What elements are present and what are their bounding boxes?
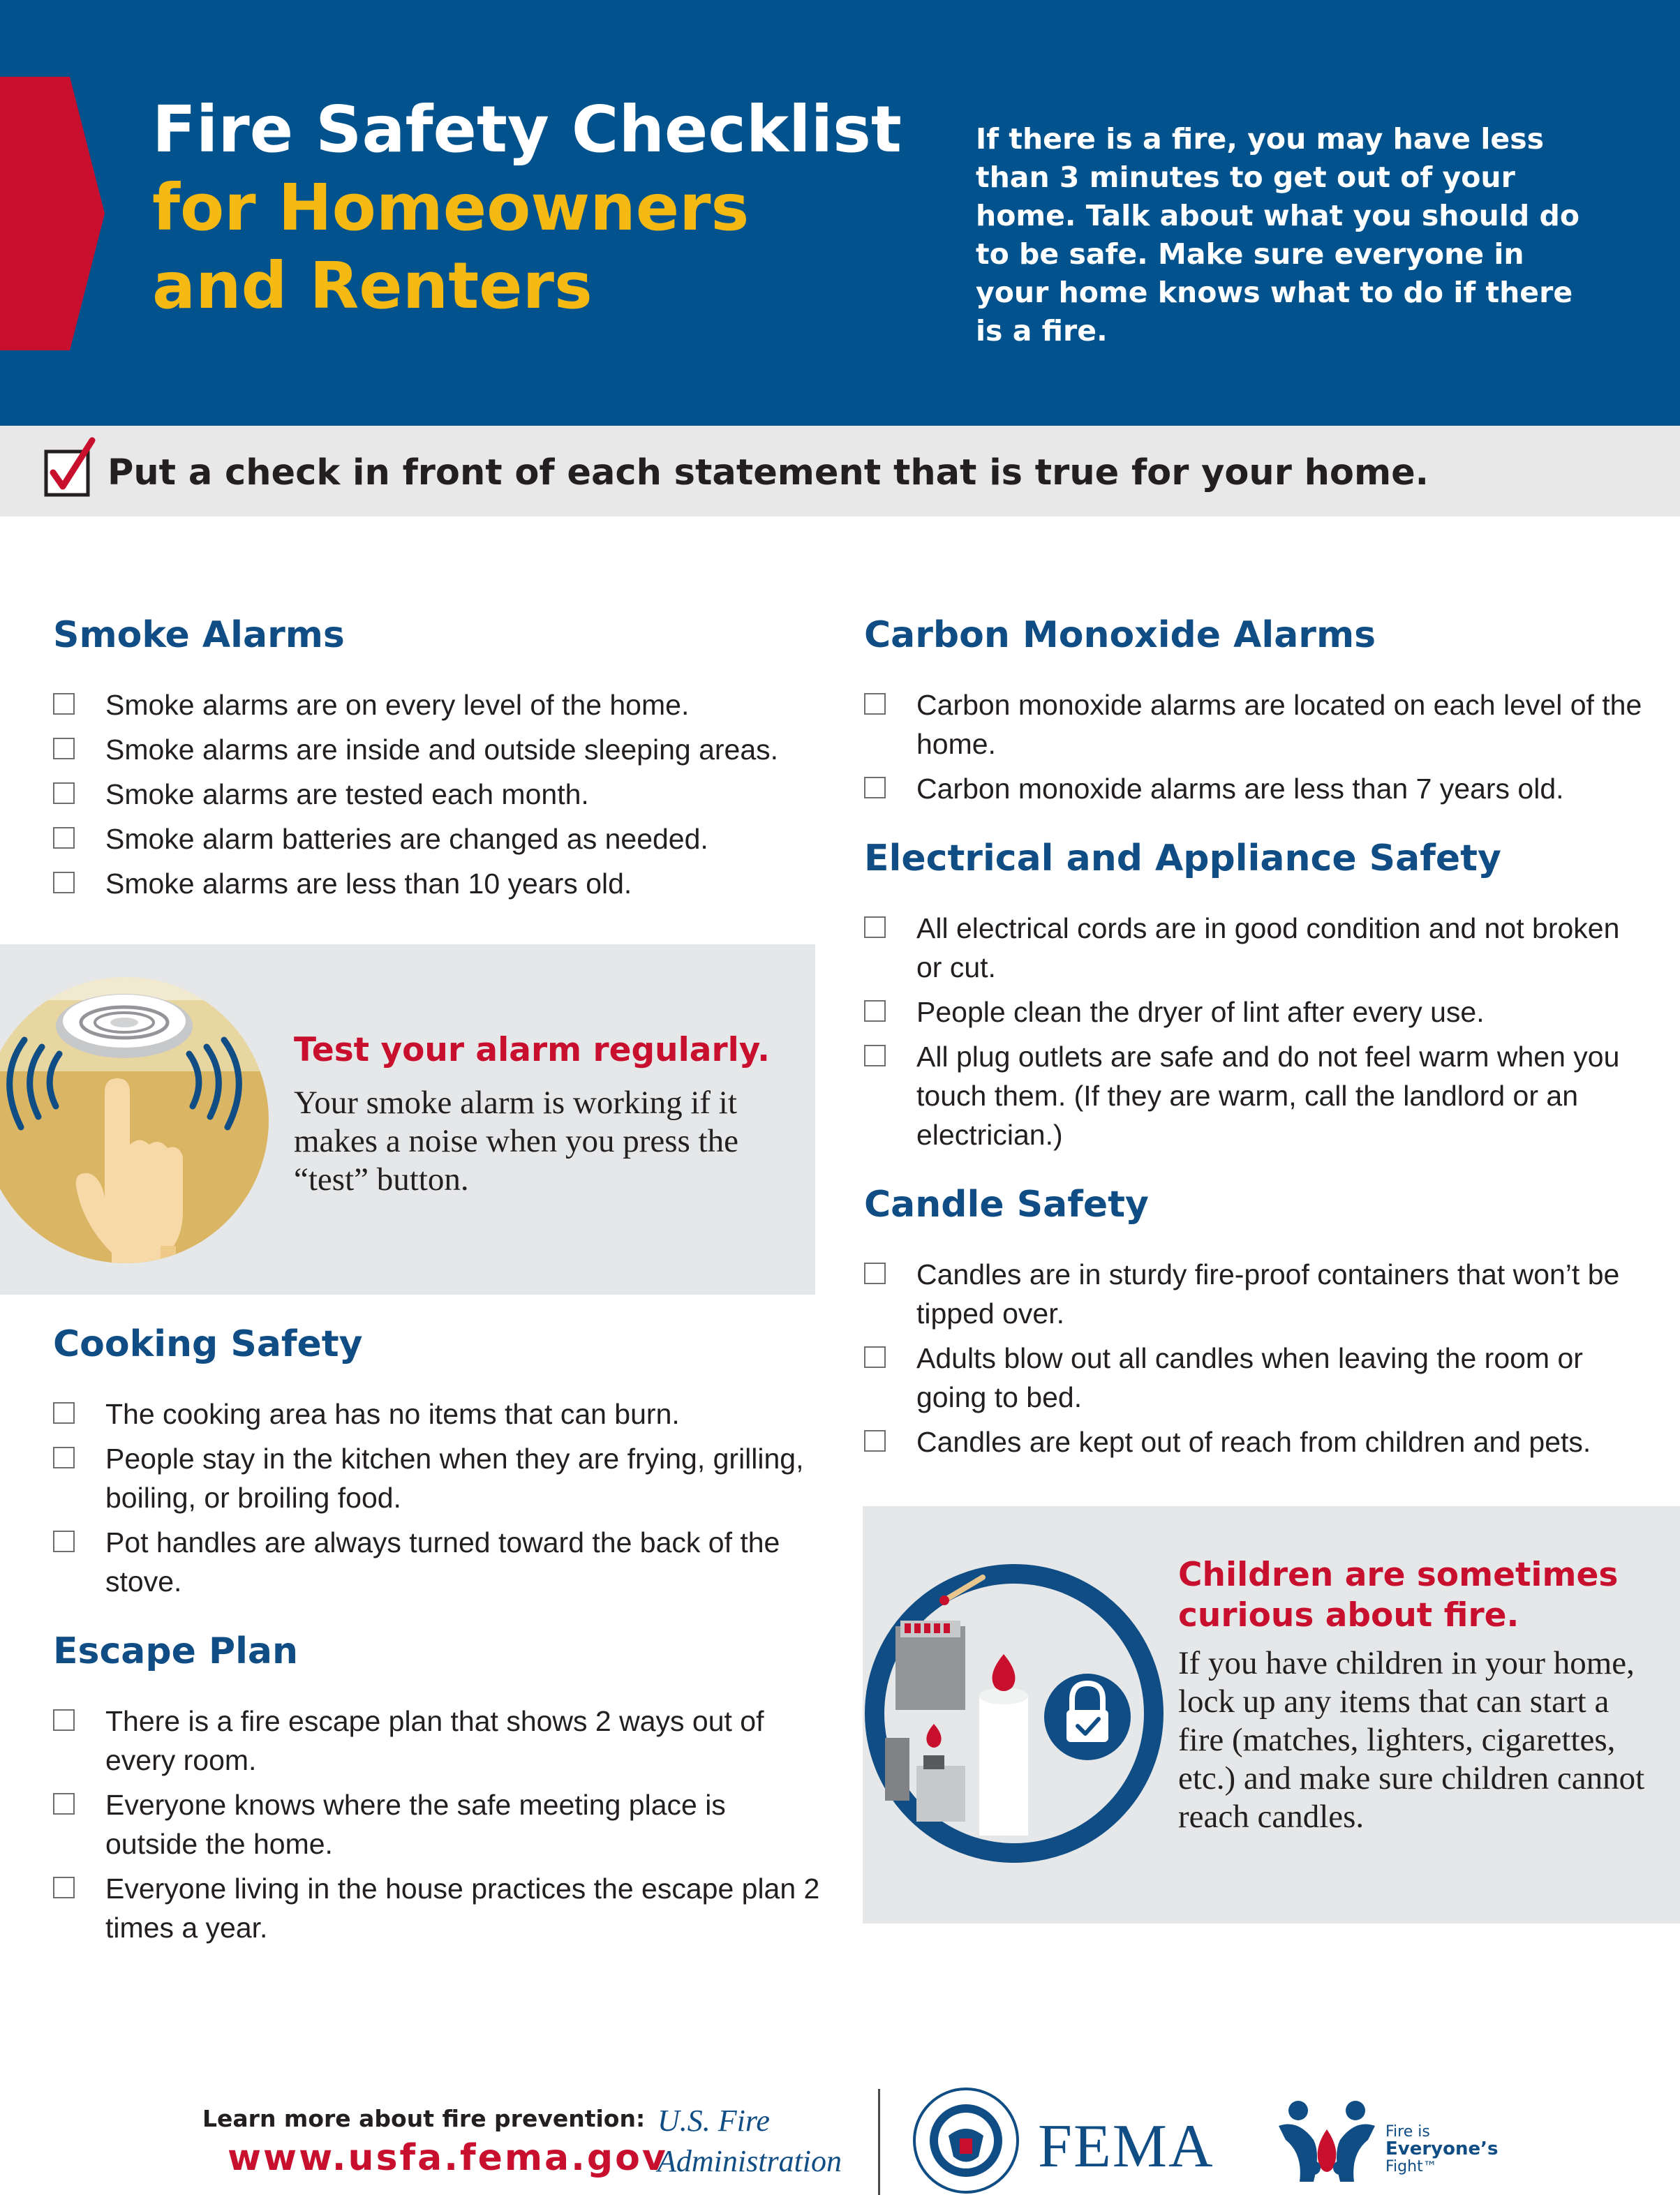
checklist-item-text: The cooking area has no items that can burn.	[105, 1398, 680, 1430]
fire-is-everyones-fight-text	[1385, 2123, 1498, 2175]
checklist-item-text: Smoke alarm batteries are changed as needed.	[105, 823, 708, 855]
checkbox[interactable]	[53, 1793, 75, 1815]
footer-divider	[878, 2089, 880, 2195]
instruction-text: Put a check in front of each statement that is true for your home.	[107, 452, 1429, 493]
checklist-item	[53, 1394, 821, 1434]
intro-text: If there is a fire, you may have less than 3 minutes to get out of your home. Talk about what you should do to be safe. Make sure everyone in your home knows what to do if there is a fire.	[976, 122, 1580, 348]
section-title-candle-safety: Candle Safety	[864, 1184, 1149, 1226]
fef-line-2: Everyone’s	[1385, 2138, 1499, 2159]
title-line-2: for Homeowners	[152, 170, 750, 245]
section-title-electrical-safety: Electrical and Appliance Safety	[864, 838, 1501, 879]
checklist-item	[53, 1785, 821, 1863]
dhs-seal-icon	[912, 2087, 1020, 2195]
checklist-item-text: Candles are kept out of reach from children and pets.	[916, 1426, 1591, 1458]
checklist-item	[53, 1439, 821, 1517]
checklist-item	[53, 819, 821, 858]
checklist-item	[53, 1869, 821, 1947]
smoke-alarms-list	[53, 685, 821, 909]
checkbox[interactable]	[53, 827, 75, 849]
checkbox[interactable]	[53, 1447, 75, 1468]
checklist-item-text: All electrical cords are in good condition and not broken or cut.	[916, 912, 1620, 983]
footer-learn-more: Learn more about fire prevention:	[202, 2105, 646, 2132]
section-title-carbon-monoxide: Carbon Monoxide Alarms	[864, 614, 1376, 656]
checklist-item-text: There is a fire escape plan that shows 2 ways out of every room.	[105, 1705, 764, 1776]
candle-safety-list	[864, 1255, 1653, 1467]
checkbox[interactable]	[53, 693, 75, 715]
children-callout-heading: Children are sometimes curious about fire.	[1178, 1556, 1619, 1635]
usfa-logo-text	[657, 2101, 842, 2182]
checkbox[interactable]	[53, 1402, 75, 1424]
checkbox[interactable]	[53, 1531, 75, 1552]
checklist-item-text: People stay in the kitchen when they are frying, grilling, boiling, or broiling food.	[105, 1443, 804, 1514]
checkbox[interactable]	[864, 1045, 886, 1066]
checklist-item-text: Smoke alarms are less than 10 years old.	[105, 868, 632, 900]
checkbox[interactable]	[864, 777, 886, 798]
fef-line-3: Fight	[1385, 2158, 1423, 2175]
checklist-item	[53, 685, 821, 724]
checkbox[interactable]	[864, 693, 886, 715]
usfa-line-2: Administration	[657, 2144, 842, 2178]
cooking-safety-list	[53, 1394, 821, 1607]
checkbox[interactable]	[864, 1346, 886, 1368]
checklist-item	[864, 992, 1653, 1032]
page-title	[152, 91, 902, 325]
checklist-item	[864, 1037, 1653, 1154]
checkbox[interactable]	[864, 1430, 886, 1452]
checkbox[interactable]	[864, 1000, 886, 1022]
checkbox[interactable]	[53, 1877, 75, 1898]
checklist-item-text: Everyone knows where the safe meeting place is outside the home.	[105, 1789, 726, 1860]
fef-trademark: ™	[1422, 2158, 1437, 2175]
fef-line-1: Fire is	[1385, 2123, 1430, 2141]
checklist-item-text: Everyone living in the house practices the escape plan 2 times a year.	[105, 1873, 820, 1944]
fef-line-3-row	[1385, 2158, 1498, 2175]
checklist-item	[864, 769, 1653, 808]
alarm-callout-heading: Test your alarm regularly.	[294, 1031, 770, 1069]
checklist-item-text: Smoke alarms are tested each month.	[105, 778, 589, 810]
electrical-safety-list	[864, 909, 1653, 1160]
alarm-callout-body: Your smoke alarm is working if it makes a noise when you press the “test” button.	[294, 1085, 738, 1198]
smoke-alarm-test-illustration	[0, 974, 269, 1267]
checkbox[interactable]	[53, 738, 75, 759]
title-line-1: Fire Safety Checklist	[152, 92, 902, 167]
fire-is-everyones-fight-logo-icon	[1272, 2091, 1382, 2189]
footer-url-link[interactable]: www.usfa.fema.gov	[228, 2137, 668, 2179]
red-chevron-shape	[0, 77, 105, 350]
checklist-item-text: All plug outlets are safe and do not feel warm when you touch them. (If they are warm, call the landlord or an electrician.)	[916, 1041, 1620, 1151]
checklist-item	[53, 1702, 821, 1780]
checkmark-box-icon	[43, 436, 99, 499]
checklist-item	[864, 1339, 1653, 1417]
checkbox[interactable]	[53, 782, 75, 804]
checklist-item-text: People clean the dryer of lint after every use.	[916, 996, 1485, 1028]
section-title-smoke-alarms: Smoke Alarms	[53, 614, 345, 656]
children-callout-body: If you have children in your home, lock up any items that can start a fire (matches, lighters, cigarettes, etc.) and make sure children cannot reach candles.	[1178, 1645, 1645, 1835]
usfa-line-1: U.S. Fire	[657, 2104, 770, 2138]
checklist-item-text: Carbon monoxide alarms are less than 7 years old.	[916, 773, 1564, 805]
checklist-item	[864, 685, 1653, 764]
checklist-item	[864, 1422, 1653, 1461]
checklist-item-text: Smoke alarms are on every level of the home.	[105, 689, 690, 721]
checklist-item-text: Adults blow out all candles when leaving the room or going to bed.	[916, 1342, 1583, 1413]
checkbox[interactable]	[53, 1709, 75, 1731]
checklist-item	[53, 864, 821, 903]
checklist-item	[53, 730, 821, 769]
checklist-item	[53, 1523, 821, 1601]
checklist-item-text: Smoke alarms are inside and outside sleeping areas.	[105, 734, 779, 766]
checklist-item	[864, 909, 1653, 987]
section-title-cooking-safety: Cooking Safety	[53, 1323, 363, 1365]
checkbox[interactable]	[864, 916, 886, 938]
checkbox[interactable]	[864, 1263, 886, 1284]
escape-plan-list	[53, 1702, 821, 1953]
checklist-item-text: Candles are in sturdy fire-proof containers that won’t be tipped over.	[916, 1258, 1620, 1330]
checkbox[interactable]	[53, 872, 75, 893]
fema-logo-text: FEMA	[1038, 2113, 1214, 2180]
checklist-item	[864, 1255, 1653, 1333]
checklist-item-text: Pot handles are always turned toward the back of the stove.	[105, 1526, 780, 1598]
lock-up-matches-illustration	[857, 1556, 1171, 1870]
checklist-item-text: Carbon monoxide alarms are located on each level of the home.	[916, 689, 1642, 760]
carbon-monoxide-list	[864, 685, 1653, 814]
title-line-3: and Renters	[152, 248, 593, 323]
section-title-escape-plan: Escape Plan	[53, 1630, 299, 1672]
checklist-item	[53, 775, 821, 814]
